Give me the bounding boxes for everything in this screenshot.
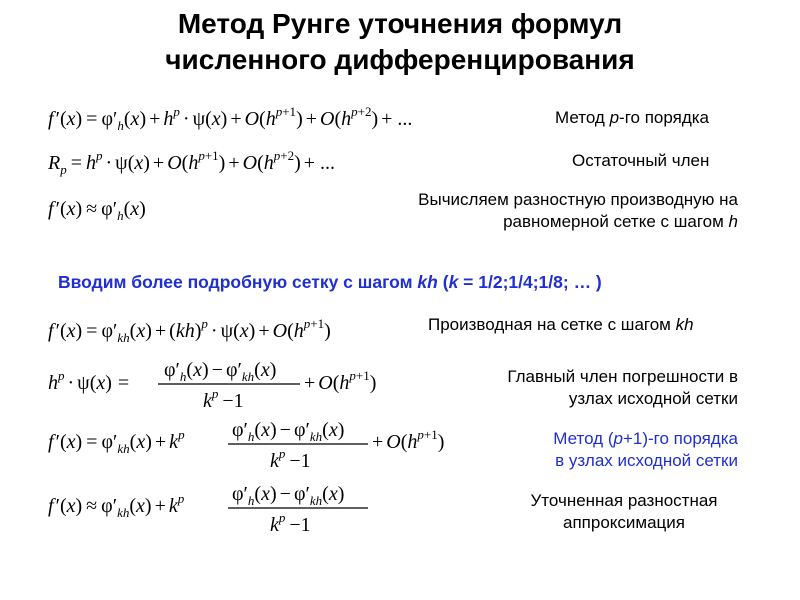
note-method-order-p-plus-1: Метод (p+1)-го порядка в узлах исходной сетки: [553, 429, 738, 470]
note-remainder-term: Остаточный член: [572, 151, 710, 170]
formula-derivative-expansion: [48, 98, 518, 138]
svg-text:f′(x)=φ′kh(x)+kp: f $'(x) = \varphi'_{kh}(x) + k^p$: [48, 427, 185, 456]
svg-text:f′(x)≈φ′kh(x)+kp: f $'(x) \approx \varphi'_{kh}(x) + k^p$: [48, 491, 185, 520]
svg-text:f′(x)=φ′kh(x)+(kh)p·ψ(x)+O(hp+: f $'(x) = \varphi'_{kh}(x) + (kh)^p \cdot \psi(x) + O(h^p+1)$: [48, 316, 331, 345]
svg-text:kp−1: $k^p -1$: [203, 386, 244, 412]
svg-text:Rp=hp·ψ(x)+O(hp+1)+O(hp+2)+ ..: $R_p = h^p \cdot \psi(x) + O(h^p+1) + O(h^p+2)$ + ...: [48, 148, 336, 177]
svg-text:+O(hp+1): + $O(h^p+1)$: [372, 427, 445, 453]
title-line-1: Метод Рунге уточнения формул: [177, 8, 623, 39]
svg-text:+O(hp+1): + $O(h^p+1)$: [304, 368, 377, 394]
note-principal-error-term: Главный член погрешности в узлах исходной сетки: [507, 367, 738, 408]
formula-refined-approximation: [48, 478, 378, 540]
svg-text:φ′h(x)−φ′kh(x): $\varphi'_h(x) - \varphi'_{kh}(x)$: [232, 419, 345, 444]
formula-derivative-kh-grid: [48, 310, 428, 350]
formula-approx-derivative: [48, 188, 218, 228]
slide-title: [0, 6, 800, 78]
note-method-order-p: Метод p-го порядка: [555, 108, 710, 127]
svg-text:kp−1: $k^p -1$: [270, 446, 311, 472]
subheading-finer-grid: Вводим более подробную сетку с шагом kh (k = 1/2;1/4;1/8; … ): [58, 272, 602, 292]
svg-text:f′(x)=φ′h(x)+hp·ψ(x)+O(hp+1)+O: f $'(x) = \varphi'_h(x) + h^p \cdot \psi(x) + O(h^p+1) + O(h^p+2)$ + ...: [48, 104, 413, 133]
note-compute-difference-derivative: Вычисляем разностную производную на равномерной сетке с шагом h: [418, 190, 738, 231]
svg-text:f′(x)≈φ′h(x): f $'(x) \approx \varphi'_h(x)$: [48, 198, 146, 223]
formula-remainder: [48, 142, 468, 182]
svg-text:kp−1: $k^p -1$: [270, 510, 311, 536]
title-line-2: численного дифференцирования: [165, 44, 635, 75]
svg-text:φ′h(x)−φ′kh(x): $\varphi'_h(x) - \varphi'_{kh}(x)$: [232, 483, 345, 508]
formula-order-p-plus-1: [48, 414, 478, 476]
formula-principal-error-term: [48, 352, 408, 414]
svg-text:hp·ψ(x)=: $h^p \cdot \psi(x)$ =: [48, 368, 130, 394]
svg-text:φ′h(x)−φ′kh(x): $\varphi'_h(x) - \varphi'_{kh}(x)$: [164, 359, 277, 384]
note-refined-approximation: Уточненная разностная аппроксимация: [530, 491, 718, 532]
note-derivative-on-kh-grid: Производная на сетке с шагом kh: [428, 315, 694, 334]
